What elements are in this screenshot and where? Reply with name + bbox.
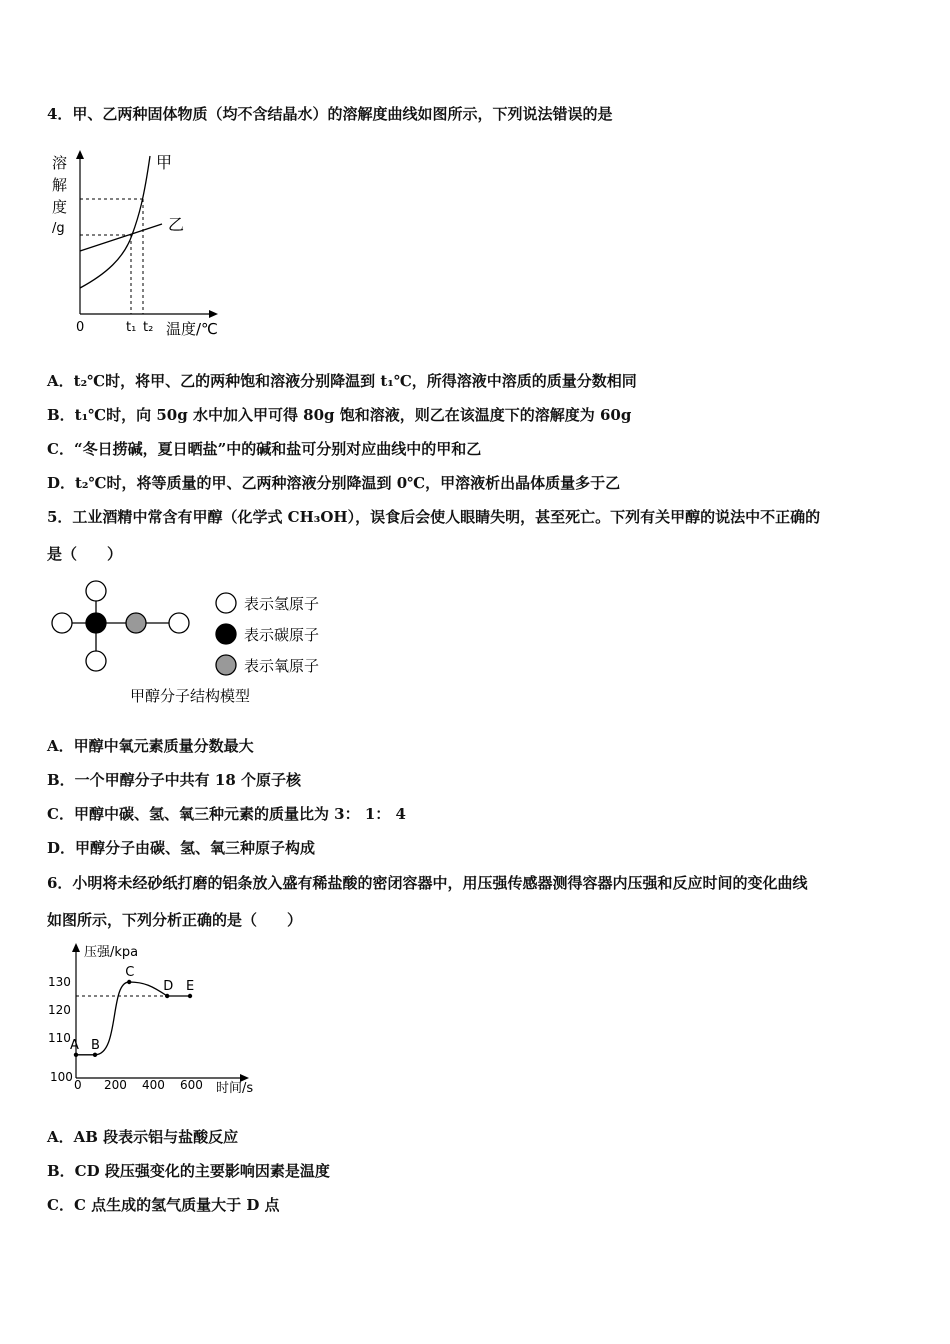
origin-label: 0 [76,320,85,335]
pressure-chart [44,938,264,1098]
q5-option-d: D．甲醇分子由碳、氢、氧三种原子构成 [47,839,316,857]
q5-stem-line1: 5．工业酒精中常含有甲醇（化学式 CH₃OH），误食后会使人眼睛失明，甚至死亡。下列有关甲醇的说法中不正确的 [47,508,821,526]
q4-option-a: A．t₂℃时，将甲、乙的两种饱和溶液分别降温到 t₁℃，所得溶液中溶质的质量分数相同 [47,372,637,390]
y-label-2: 解 [52,176,68,194]
oxygen-atom [126,613,146,633]
q6-option-b: B．CD 段压强变化的主要影响因素是温度 [47,1162,330,1180]
x-label: 温度/℃ [166,320,218,338]
q6-stem-line1: 6．小明将未经砂纸打磨的铝条放入盛有稀盐酸的密闭容器中，用压强传感器测得容器内压强和反应时间的变化曲线 [47,874,808,892]
y-axis-arrow [72,943,80,952]
x-tick-label-600: 600 [180,1078,203,1092]
x-tick-label-0: 0 [74,1078,82,1092]
pressure-figure [44,938,264,1102]
t1-label: t₁ [126,320,137,335]
hydrogen-atom-top [86,581,106,601]
q4-option-b: B．t₁℃时，向 50g 水中加入甲可得 80g 饱和溶液，则乙在该温度下的溶解度为 60g [47,406,632,424]
point-label-D: D [163,979,174,994]
y-label-4: /g [52,221,65,236]
q5-option-b: B．一个甲醇分子中共有 18 个原子核 [47,771,301,789]
q6-stem-line2: 如图所示，下列分析正确的是（ ） [47,911,303,929]
y-tick-label-110: 110 [48,1031,71,1045]
t2-label: t₂ [143,320,154,335]
point-label-B: B [91,1037,100,1053]
point-A [74,1053,78,1057]
solubility-chart [44,148,244,343]
y-tick-label-100: 100 [50,1070,73,1084]
point-E [188,994,192,998]
curve-jia [80,156,150,288]
hydrogen-atom-bottom [86,651,106,671]
curve-yi [80,224,162,251]
carbon-atom [86,613,106,633]
y-axis-arrow [76,150,84,159]
x-axis-arrow [209,310,218,318]
x-axis-label: 时间/s [216,1081,254,1096]
q6-option-a: A．AB 段表示铝与盐酸反应 [47,1128,239,1146]
q5-option-c: C．甲醇中碳、氢、氧三种元素的质量比为 3： 1： 4 [47,805,406,823]
y-tick-label-130: 130 [48,975,71,989]
legend-oxygen-label: 表示氧原子 [244,657,320,675]
point-B [93,1053,97,1057]
point-D [165,994,169,998]
q5-option-a: A．甲醇中氧元素质量分数最大 [47,737,254,755]
legend-hydrogen-label: 表示氢原子 [244,595,320,613]
point-label-C: C [125,965,135,980]
methanol-model [44,578,344,713]
point-C [127,980,131,984]
hydrogen-atom-right [169,613,189,633]
legend-hydrogen-icon [216,593,236,613]
y-tick-label-120: 120 [48,1003,71,1017]
hydrogen-atom-left [52,613,72,633]
point-label-A: A [70,1037,79,1053]
legend-carbon-icon [216,624,236,644]
label-yi: 乙 [168,215,185,234]
methanol-model-figure [44,578,344,717]
y-label-1: 溶 [52,154,68,172]
label-jia: 甲 [156,153,173,172]
q5-stem-line2: 是（ ） [47,545,123,563]
model-caption: 甲醇分子结构模型 [130,687,251,705]
q4-option-d: D．t₂℃时，将等质量的甲、乙两种溶液分别降温到 0℃，甲溶液析出晶体质量多于乙 [47,474,621,492]
x-tick-label-200: 200 [104,1078,127,1092]
q4-option-c: C．“冬日捞碱，夏日晒盐”中的碱和盐可分别对应曲线中的甲和乙 [47,440,482,458]
q4-stem: 4．甲、乙两种固体物质（均不含结晶水）的溶解度曲线如图所示，下列说法错误的是 [47,105,613,123]
q6-option-c: C．C 点生成的氢气质量大于 D 点 [47,1196,280,1214]
solubility-figure [44,148,244,347]
y-axis-label: 压强/kpa [84,945,139,960]
legend-oxygen-icon [216,655,236,675]
x-tick-label-400: 400 [142,1078,165,1092]
y-label-3: 度 [52,198,68,216]
legend-carbon-label: 表示碳原子 [244,626,320,644]
point-label-E: E [186,979,195,994]
